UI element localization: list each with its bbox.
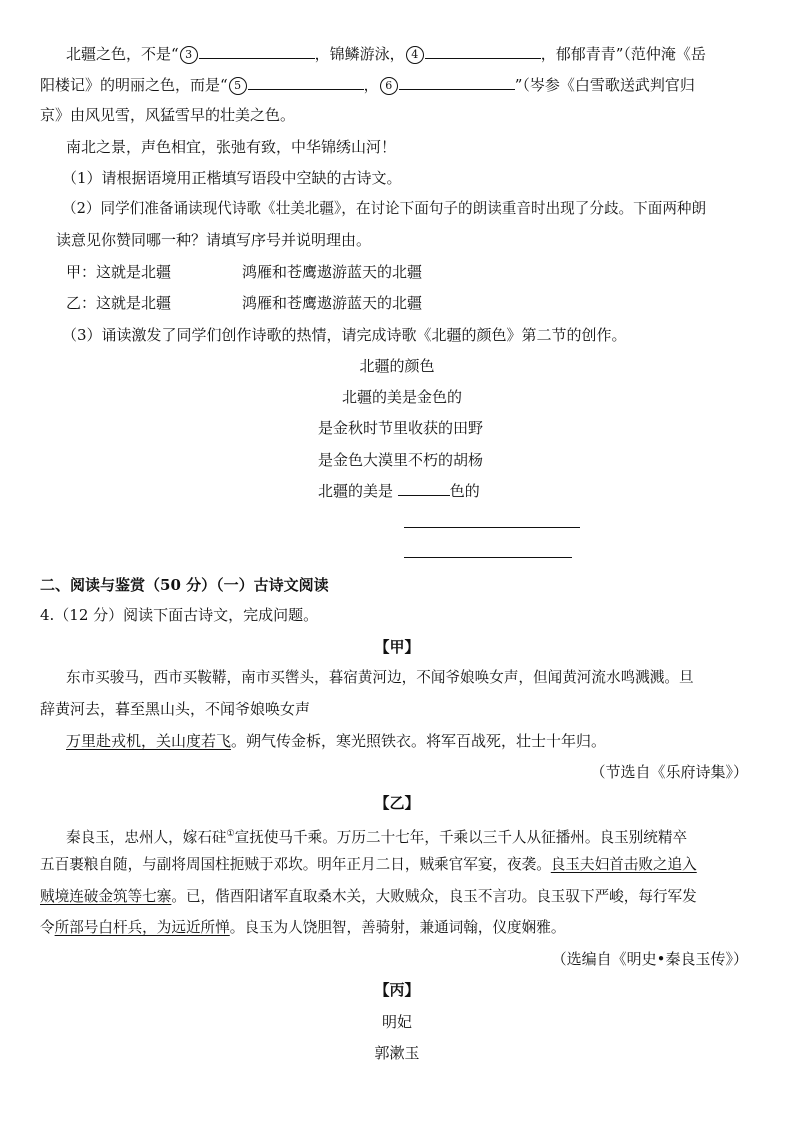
text-line xyxy=(40,887,697,907)
text: ， xyxy=(363,76,379,94)
text-line xyxy=(40,918,565,938)
fill-blank[interactable] xyxy=(399,75,515,90)
text-jia-label: 【甲】 xyxy=(374,638,420,656)
poem-line: 是金秋时节里收获的田野 xyxy=(318,419,484,437)
section-heading: 二、阅读与鉴赏（50 分）（一）古诗文阅读 xyxy=(40,576,329,594)
circled-number: 3 xyxy=(180,46,198,64)
text-line: 辞黄河去，暮至黑山头，不闻爷娘唤女声 xyxy=(40,700,311,718)
circled-number: 4 xyxy=(406,46,424,64)
answer-line[interactable] xyxy=(404,527,580,528)
question-4: 4.（12 分）阅读下面古诗文，完成问题。 xyxy=(40,606,319,624)
source-citation: （节选自《乐府诗集》） xyxy=(590,763,748,781)
text: 北疆之色，不是“ xyxy=(66,45,179,63)
text: 令 xyxy=(40,919,55,936)
option-yi-label: 乙：这就是北疆 xyxy=(66,294,172,312)
text-line xyxy=(40,855,697,875)
text: 。已，偕酉阳诸军直取桑木关，大败贼众，良玉不言功。良玉驭下严峻，每行军发 xyxy=(171,888,697,905)
text: ，锦鳞游泳， xyxy=(314,45,405,63)
fill-blank[interactable] xyxy=(398,481,450,496)
poem-title: 北疆的颜色 xyxy=(359,357,435,375)
text-line xyxy=(66,824,687,848)
text: 。良玉为人饶胆智，善骑射，兼通词翰，仪度娴雅。 xyxy=(229,919,566,936)
footnote-marker: ① xyxy=(226,829,235,839)
question-1: （1）请根据语境用正楷填写语段中空缺的古诗文。 xyxy=(62,169,402,187)
text-line xyxy=(66,731,606,751)
fill-blank[interactable] xyxy=(425,44,541,59)
text: 五百裹粮自随，与副将周国柱扼贼于邓坎。明年正月二日，贼乘官军宴，夜袭。 xyxy=(40,856,551,873)
underlined-sentence: 贼境连破金筑等七寨 xyxy=(40,888,172,905)
poem-line: 北疆的美是金色的 xyxy=(342,388,463,406)
text-yi-label: 【乙】 xyxy=(374,794,420,812)
answer-line[interactable] xyxy=(404,557,572,558)
source-citation: （选编自《明史•秦良玉传》） xyxy=(551,950,748,968)
text-line: 东市买骏马，西市买鞍鞯，南市买辔头，暮宿黄河边，不闻爷娘唤女声，但闻黄河流水鸣溅溅。旦 xyxy=(66,669,694,686)
question-2: （2）同学们准备诵读现代诗歌《壮美北疆》，在讨论下面句子的朗读重音时出现了分歧。下面两种朗 xyxy=(62,200,707,217)
underlined-sentence: 所部号白杆兵，为远近所惮 xyxy=(54,919,230,936)
option-yi-text: 鸿雁和苍鹰遨游蓝天的北疆 xyxy=(242,294,423,312)
question-3: （3）诵读激发了同学们创作诗歌的热情，请完成诗歌《北疆的颜色》第二节的创作。 xyxy=(62,326,627,344)
circled-number: 5 xyxy=(229,77,247,95)
paragraph-line: 南北之景，声色相宜，张弛有致，中华锦绣山河！ xyxy=(66,138,397,156)
circled-number: 6 xyxy=(380,77,398,95)
question-2-cont: 读意见你赞同哪一种？请填写序号并说明理由。 xyxy=(56,231,372,249)
poem-title: 明妃 xyxy=(381,1013,412,1031)
text: 北疆的美是 xyxy=(318,482,398,500)
option-jia-text: 鸿雁和苍鹰遨游蓝天的北疆 xyxy=(242,263,423,281)
poem-line: 是金色大漠里不朽的胡杨 xyxy=(318,451,484,469)
text: ”（岑参《白雪歌送武判官归 xyxy=(514,76,695,94)
poem-line xyxy=(318,481,480,501)
underlined-sentence: 万里赴戎机，关山度若飞 xyxy=(66,732,232,750)
paragraph-line xyxy=(66,44,706,64)
paragraph-line xyxy=(40,75,695,95)
text: 色的 xyxy=(449,482,480,500)
text: ，郁郁青青”（范仲淹《岳 xyxy=(540,45,706,63)
poem-author: 郭漱玉 xyxy=(374,1044,420,1062)
option-jia-label: 甲：这就是北疆 xyxy=(66,263,172,281)
text: 秦良玉，忠州人，嫁石砫 xyxy=(66,828,227,846)
underlined-sentence: 良玉夫妇首击败之追入 xyxy=(550,856,697,873)
text: 阳楼记》的明丽之色，而是“ xyxy=(40,76,228,94)
text-bing-label: 【丙】 xyxy=(374,981,420,999)
text: 。朔气传金柝，寒光照铁衣。将军百战死，壮士十年归。 xyxy=(231,732,607,750)
fill-blank[interactable] xyxy=(248,75,364,90)
text: 宣抚使马千乘。万历二十七年，千乘以三千人从征播州。良玉别统精卒 xyxy=(234,828,688,846)
paragraph-line: 京》由风见雪，风猛雪早的壮美之色。 xyxy=(40,106,296,124)
fill-blank[interactable] xyxy=(199,44,315,59)
